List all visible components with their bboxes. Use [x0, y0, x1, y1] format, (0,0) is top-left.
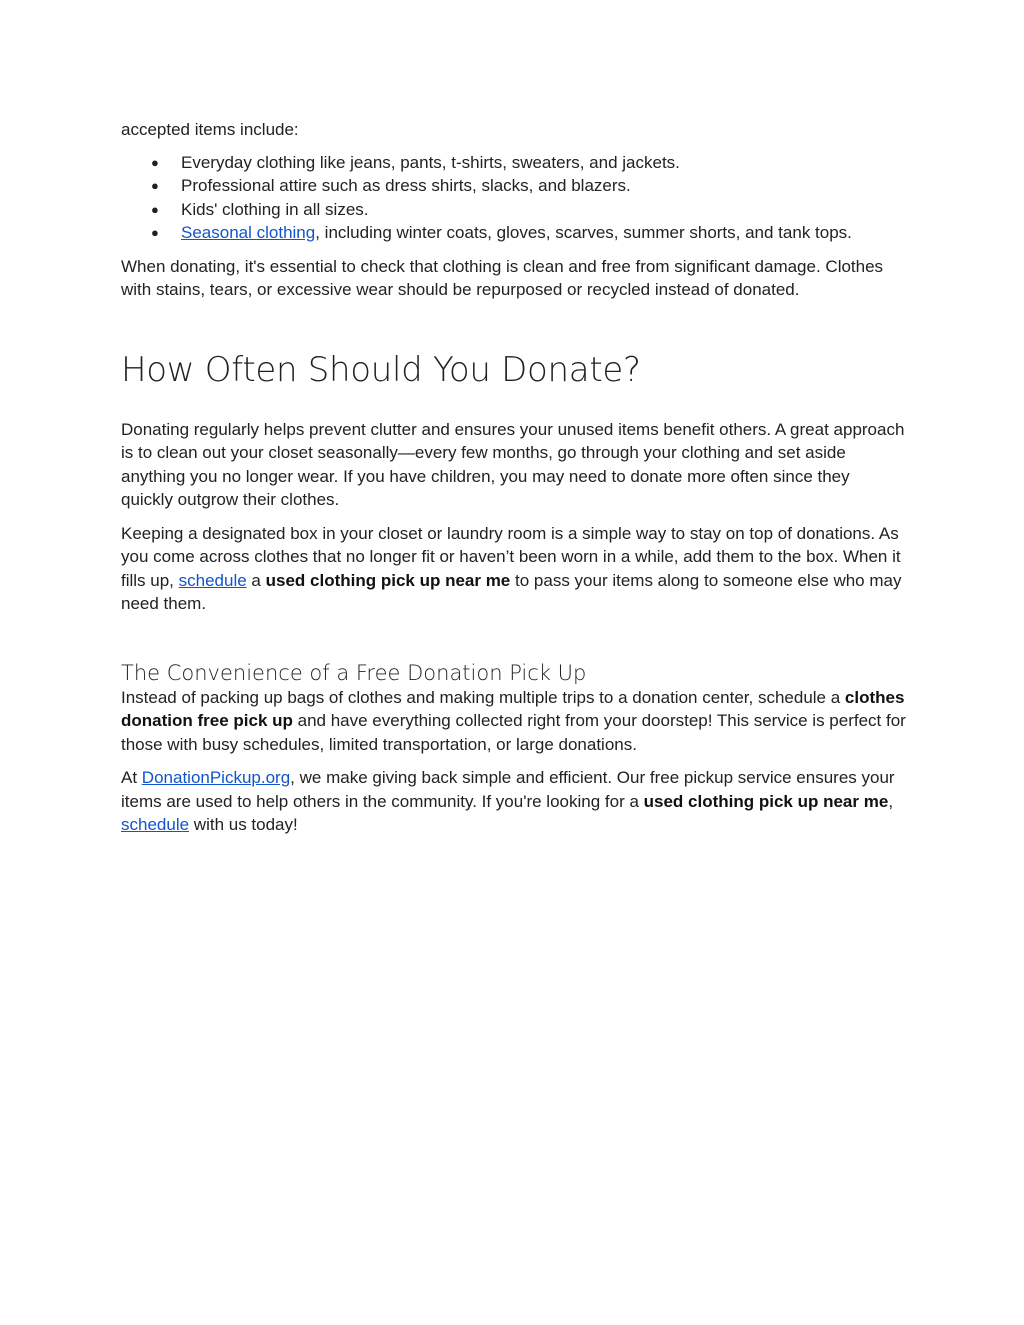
bullet-icon: ●	[151, 201, 159, 217]
list-item	[121, 151, 906, 175]
donationpickup-link[interactable]: DonationPickup.org	[141, 768, 291, 787]
schedule-link[interactable]: schedule	[121, 815, 190, 834]
list-item	[121, 221, 906, 245]
list-item-text: , including winter coats, gloves, scarves, summer shorts, and tank tops.	[315, 223, 852, 242]
paragraph-donate-regularly: Donating regularly helps prevent clutter and ensures your unused items benefit others. A great approach is to clean out your closet seasonally—every few months, go through your clothing and set aside anything you no longer wear. If you have children, you may need to donate more often since they quickly outgrow their clothes.	[121, 419, 905, 509]
list-item	[121, 174, 906, 198]
paragraph-text: At	[121, 768, 142, 787]
condition-paragraph: When donating, it's essential to check that clothing is clean and free from significant damage. Clothes with stains, tears, or excessive wear should be repurposed or recycled instead of donated.	[121, 256, 884, 299]
paragraph-text: , we make giving back simple and efficient. Our free pickup service ensures your items are used to help others in the community. If you're looking for a	[121, 768, 895, 811]
list-item-text: Professional attire such as dress shirts, slacks, and blazers.	[181, 176, 631, 195]
paragraph-text: Keeping a designated box in your closet or laundry room is a simple way to stay on top of donations. As you come across clothes that no longer fit or haven’t been worn in a while, add them to the box. When it fills up,	[121, 523, 901, 590]
section-heading-convenience: The Convenience of a Free Donation Pick Up	[121, 660, 587, 685]
paragraph-designated-box	[121, 522, 906, 616]
intro-text: accepted items include:	[121, 120, 299, 139]
accepted-items-list	[121, 151, 906, 245]
section-heading-how-often: How Often Should You Donate?	[121, 349, 641, 390]
schedule-link[interactable]: schedule	[178, 570, 247, 590]
list-item-text: Kids' clothing in all sizes.	[181, 199, 369, 219]
list-item-text: Everyday clothing like jeans, pants, t-shirts, sweaters, and jackets.	[181, 152, 680, 172]
paragraph-text: and have everything collected right from your doorstep! This service is perfect for those with busy schedules, limited transportation, or large donations.	[121, 711, 906, 754]
paragraph-text: Instead of packing up bags of clothes and making multiple trips to a donation center, schedule a	[121, 687, 845, 707]
paragraph-text: to pass your items along to someone else who may need them.	[121, 570, 902, 613]
bold-keyword: used clothing pick up near me	[643, 791, 889, 811]
document-page	[121, 118, 906, 837]
bold-keyword: used clothing pick up near me	[265, 570, 511, 590]
bullet-icon: ●	[151, 178, 159, 193]
paragraph-text: a	[246, 570, 266, 590]
paragraph-text: ,	[888, 791, 894, 811]
bullet-icon: ●	[151, 225, 159, 240]
seasonal-clothing-link[interactable]: Seasonal clothing	[181, 223, 316, 242]
bold-keyword: clothes donation free pick up	[121, 687, 905, 730]
paragraph-instead-of-packing	[121, 686, 906, 757]
list-item	[121, 198, 906, 222]
paragraph-at-donationpickup	[121, 766, 906, 837]
paragraph-text: with us today!	[189, 815, 298, 834]
bullet-icon: ●	[151, 154, 159, 170]
